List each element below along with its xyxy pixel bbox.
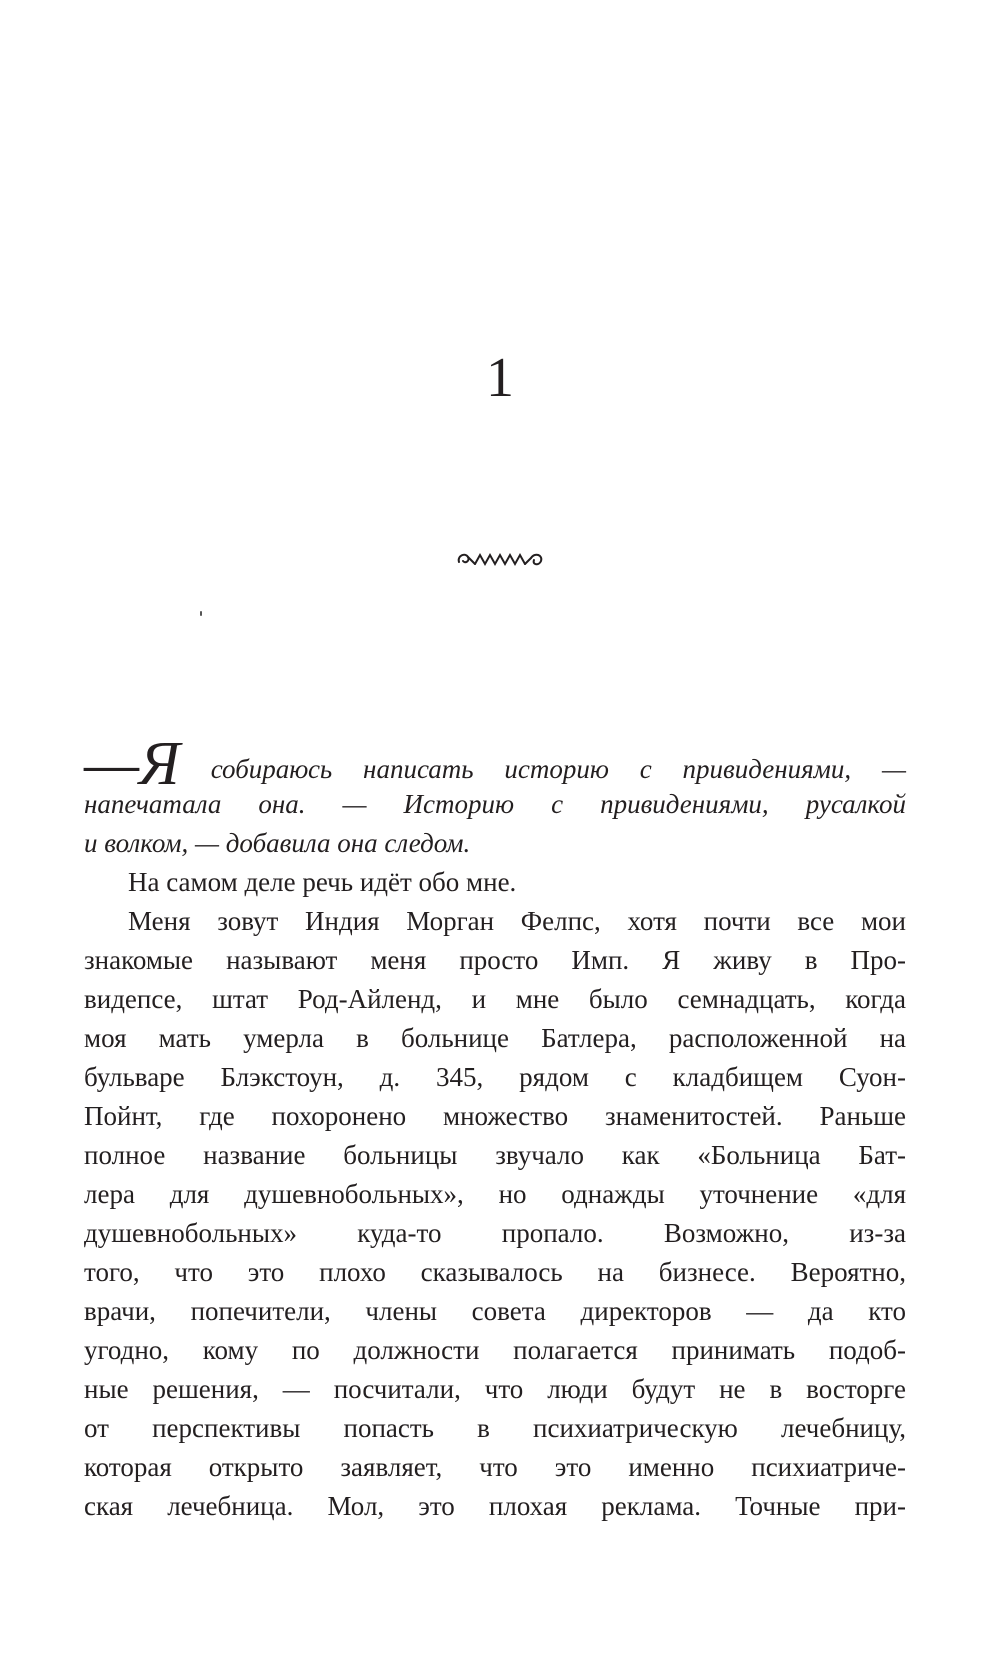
chapter-number: 1 — [486, 347, 514, 409]
paragraph — [84, 902, 906, 1526]
paragraph-line: врачи, попечители, члены совета директоров — да кто — [84, 1296, 906, 1326]
epigraph-line: напечатала она. — Историю с привидениями, русалкой — [84, 789, 906, 819]
paragraph-line: от перспективы попасть в психиатрическую лечебницу, — [84, 1413, 906, 1443]
epigraph-line — [84, 730, 906, 798]
drop-cap: —Я — [84, 730, 180, 798]
paragraph-line: Меня зовут Индия Морган Фелпс, хотя почти все мои — [128, 906, 906, 936]
paragraph-line: моя мать умерла в больнице Батлера, расположенной на — [84, 1023, 906, 1053]
chapter-text — [84, 730, 906, 1526]
paragraph-line: угодно, кому по должности полагается принимать подоб- — [84, 1335, 906, 1365]
epigraph — [84, 730, 906, 863]
scroll-flourish-icon — [455, 548, 545, 570]
paragraph-line: которая открыто заявляет, что это именно психиатриче- — [84, 1452, 906, 1482]
page-speck — [200, 611, 202, 616]
paragraph-line: полное название больницы звучало как «Больница Бат- — [84, 1140, 906, 1170]
paragraph-line: видепсе, штат Род-Айленд, и мне было семнадцать, когда — [84, 984, 906, 1014]
paragraph-line: душевнобольных» куда-то пропало. Возможно, из-за — [84, 1218, 906, 1248]
paragraph-line: ская лечебница. Мол, это плохая реклама. Точные при- — [84, 1491, 906, 1521]
paragraph-line: бульваре Блэкстоун, д. 345, рядом с кладбищем Суон- — [84, 1062, 906, 1092]
paragraph-line: Пойнт, где похоронено множество знаменитостей. Раньше — [84, 1101, 906, 1131]
epigraph-line: и волком, — добавила она следом. — [84, 828, 471, 858]
paragraph — [84, 863, 906, 902]
paragraph-line: знакомые называют меня просто Имп. Я живу в Про- — [84, 945, 906, 975]
paragraph-line: ные решения, — посчитали, что люди будут не в восторге — [84, 1374, 906, 1404]
paragraph-line: того, что это плохо сказывалось на бизнесе. Вероятно, — [84, 1257, 906, 1287]
epigraph-line-text: собираюсь написать историю с привидениями, — — [210, 754, 906, 784]
paragraph-line: лера для душевнобольных», но однажды уточнение «для — [84, 1179, 906, 1209]
paragraph-line: На самом деле речь идёт обо мне. — [128, 867, 517, 897]
